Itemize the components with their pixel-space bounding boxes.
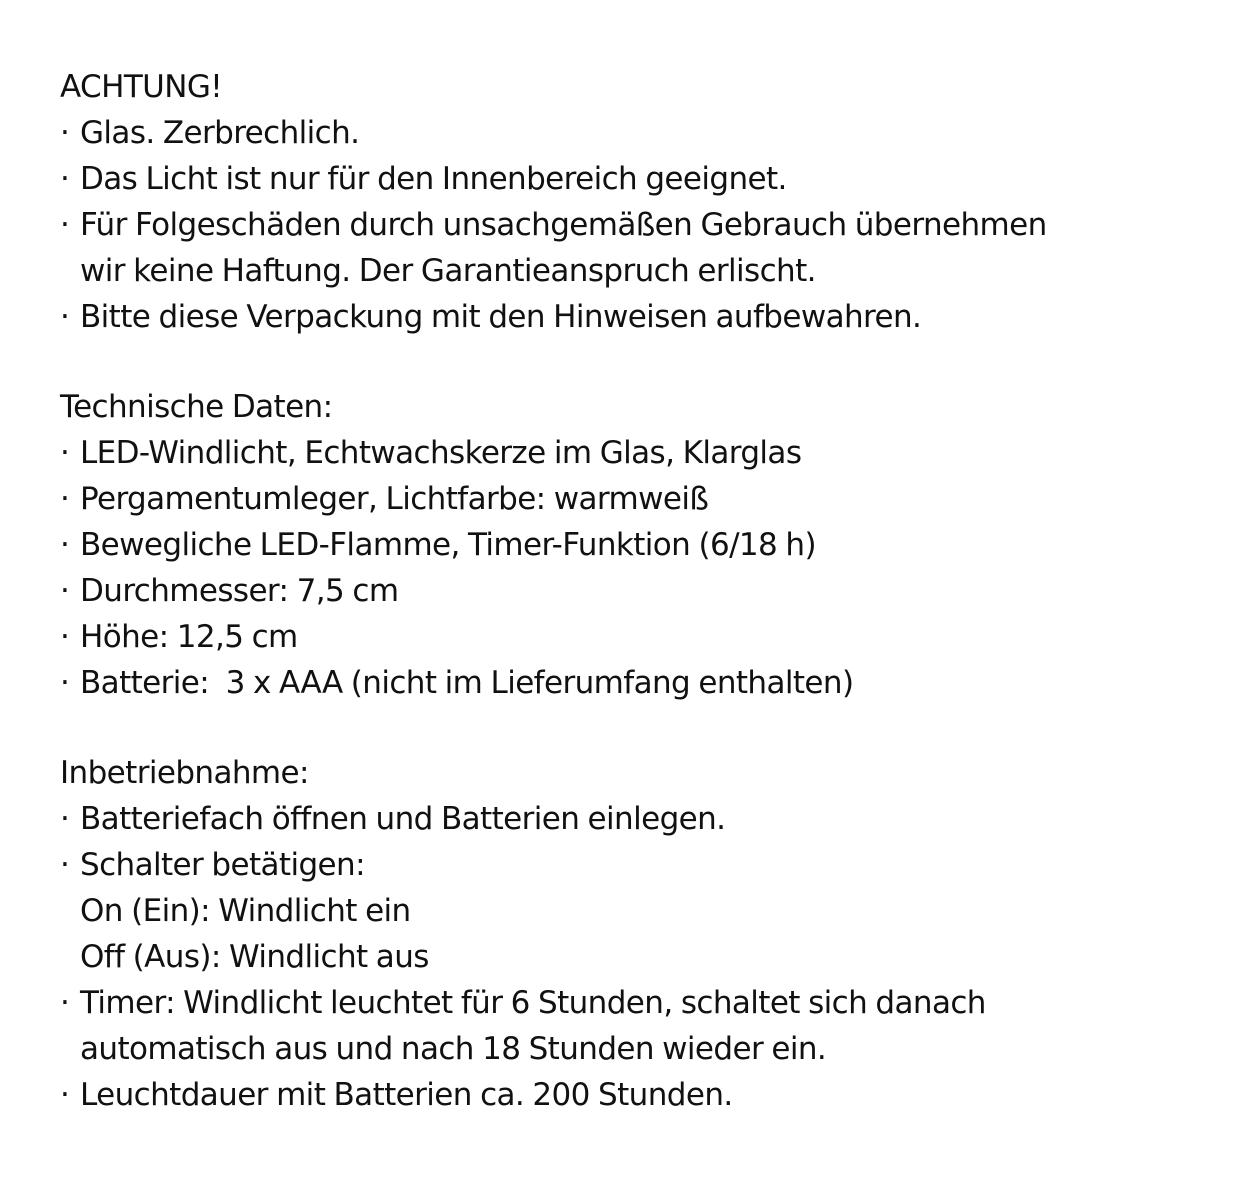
bullet-dot: · [60,985,70,1021]
warning-heading: ACHTUNG! [60,69,223,105]
technical-item [60,522,1220,568]
bullet-dot: · [60,115,70,151]
setup-subitem [60,934,1220,980]
setup-item [60,842,1220,888]
setup-item-text: automatisch aus und nach 18 Stunden wieder ein. [80,1031,827,1067]
warning-item-text: wir keine Haftung. Der Garantieanspruch erlischt. [80,253,816,289]
warning-section [60,64,1220,340]
warning-item-text: Das Licht ist nur für den Innenbereich geeignet. [80,161,787,197]
instructions-document [60,64,1220,1118]
setup-subitem-text: On (Ein): Windlicht ein [80,893,411,929]
technical-item [60,568,1220,614]
bullet-dot: · [60,161,70,197]
setup-item [60,796,1220,842]
setup-item-text: Batteriefach öffnen und Batterien einlegen. [80,801,726,837]
technical-item-text: Batterie: 3 x AAA (nicht im Lieferumfang enthalten) [80,665,854,701]
warning-item-text: Für Folgeschäden durch unsachgemäßen Gebrauch übernehmen [80,207,1047,243]
bullet-dot: · [60,847,70,883]
bullet-dot: · [60,1077,70,1113]
technical-item [60,660,1220,706]
technical-item-text: Pergamentumleger, Lichtfarbe: warmweiß [80,481,709,517]
warning-item-text: Bitte diese Verpackung mit den Hinweisen aufbewahren. [80,299,922,335]
technical-section [60,384,1220,706]
bullet-dot: · [60,481,70,517]
bullet-dot: · [60,299,70,335]
bullet-dot: · [60,665,70,701]
section-spacer [60,340,1220,384]
warning-item [60,110,1220,156]
setup-subitem [60,888,1220,934]
technical-item [60,476,1220,522]
warning-item-text: Glas. Zerbrechlich. [80,115,360,151]
setup-item-text: Timer: Windlicht leuchtet für 6 Stunden, schaltet sich danach [80,985,986,1021]
bullet-dot: · [60,207,70,243]
technical-item-text: LED-Windlicht, Echtwachskerze im Glas, Klarglas [80,435,802,471]
warning-item [60,202,1220,248]
setup-item-text: Leuchtdauer mit Batterien ca. 200 Stunden. [80,1077,733,1113]
bullet-dot: · [60,801,70,837]
warning-item-continuation [60,248,1220,294]
setup-item-text: Schalter betätigen: [80,847,365,883]
warning-item [60,156,1220,202]
technical-item-text: Bewegliche LED-Flamme, Timer-Funktion (6/18 h) [80,527,816,563]
setup-item [60,1072,1220,1118]
bullet-dot: · [60,573,70,609]
technical-item [60,430,1220,476]
bullet-dot: · [60,527,70,563]
setup-heading: Inbetriebnahme: [60,755,309,791]
technical-item-text: Höhe: 12,5 cm [80,619,298,655]
bullet-dot: · [60,619,70,655]
technical-heading: Technische Daten: [60,389,333,425]
setup-item [60,980,1220,1026]
setup-section [60,750,1220,1118]
warning-item [60,294,1220,340]
bullet-dot: · [60,435,70,471]
setup-subitem-text: Off (Aus): Windlicht aus [80,939,429,975]
technical-item [60,614,1220,660]
setup-item-continuation [60,1026,1220,1072]
technical-item-text: Durchmesser: 7,5 cm [80,573,399,609]
section-spacer [60,706,1220,750]
